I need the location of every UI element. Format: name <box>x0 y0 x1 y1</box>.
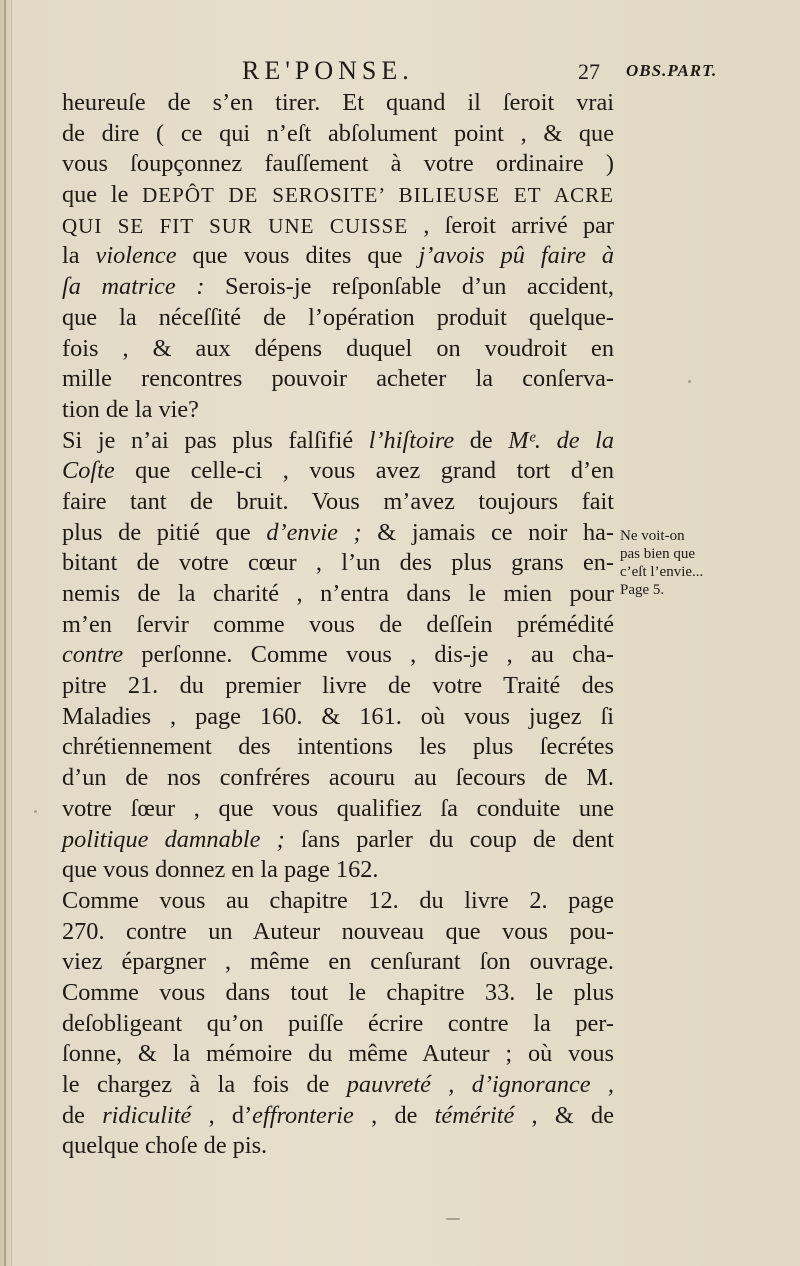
text-line <box>62 303 614 334</box>
text-line <box>62 886 614 917</box>
margin-note-line: c’eſt l’envie... <box>620 564 704 580</box>
text-run: m’en ſervir comme vous de deſſein prémédité <box>62 610 614 638</box>
text-line <box>62 149 614 180</box>
text-line <box>62 978 614 1009</box>
margin-note-line: Ne voit-on <box>620 528 685 544</box>
text-run: tion de la vie? <box>62 395 199 423</box>
margin-head: OBS.PART. <box>626 61 718 80</box>
text-run: , ſeroit arrivé par <box>408 211 614 239</box>
text-run: ſans parler du coup de dent <box>284 825 614 853</box>
running-head: RE'PONSE. <box>242 56 414 85</box>
text-line <box>62 671 614 702</box>
text-line <box>62 395 614 426</box>
text-run: de <box>62 1101 103 1129</box>
text-run: perſonne. Comme vous , dis-je , au cha- <box>123 641 614 669</box>
text-run: viez épargner , même en cenſurant ſon ouvrage. <box>62 948 614 976</box>
text-run: que vous donnez en la page 162. <box>62 856 379 884</box>
text-line <box>62 732 614 763</box>
text-line <box>62 702 614 733</box>
body-text <box>62 88 614 1162</box>
italic-run: ridiculité <box>102 1101 192 1129</box>
text-line <box>62 1101 614 1132</box>
paper-fleck <box>34 810 37 813</box>
text-run: heureuſe de s’en tirer. Et quand il ſeroit vrai <box>62 89 614 116</box>
italic-run: effronterie <box>252 1101 354 1129</box>
text-line <box>62 1131 614 1162</box>
text-run: nemis de la charité , n’entra dans le mien pour <box>62 580 614 607</box>
text-line <box>62 334 614 365</box>
text-run: ſonne, & la mémoire du même Auteur ; où vous <box>62 1040 614 1068</box>
text-run: Comme vous dans tout le chapitre 33. le plus <box>62 978 614 1006</box>
text-line <box>62 487 614 518</box>
text-line <box>62 1009 614 1040</box>
text-line <box>62 548 614 579</box>
margin-note-line: pas bien que <box>620 546 695 562</box>
italic-run: témérité <box>434 1101 515 1129</box>
text-run: & jamais ce noir ha- <box>361 518 615 546</box>
text-line <box>62 119 614 150</box>
text-line <box>62 855 614 886</box>
text-run: 270. contre un Auteur nouveau que vous pou- <box>62 917 614 945</box>
text-run: de dire ( ce qui n’eſt abſolument point , & que <box>62 119 614 147</box>
italic-run: Mᵉ. de la <box>508 426 614 454</box>
text-line <box>62 579 614 610</box>
text-run: que celle-ci , vous avez grand tort d’en <box>114 457 614 485</box>
italic-run: pauvreté , d’ignorance , <box>346 1071 614 1098</box>
text-run: chrétiennement des intentions les plus ſecrétes <box>62 733 614 761</box>
text-run: Serois-je reſponſable d’un accident, <box>204 273 614 301</box>
text-run: de <box>454 426 509 454</box>
text-run: Si je n’ai pas plus falſifié <box>62 426 369 454</box>
text-run: mille rencontres pouvoir acheter la conſerva- <box>62 365 614 393</box>
text-run: que vous dites que <box>176 242 419 270</box>
text-run: , de <box>353 1101 435 1129</box>
margin-note-line: Page 5. <box>620 582 665 598</box>
text-run: Maladies , page 160. & 161. où vous jugez ſi <box>62 702 614 730</box>
text-run: d’un de nos confréres acouru au ſecours de M. <box>62 764 614 792</box>
margin-note <box>620 527 740 599</box>
text-line <box>62 610 614 641</box>
text-run: fois , & aux dépens duquel on voudroit en <box>62 334 614 362</box>
text-run: le chargez à la fois de <box>62 1071 347 1098</box>
text-line <box>62 1039 614 1070</box>
smallcaps-run: QUI SE FIT SUR UNE CUISSE <box>62 213 409 238</box>
italic-run: contre <box>62 641 124 669</box>
text-run: plus de pitié que <box>62 518 267 546</box>
paper-fleck <box>688 380 691 383</box>
page-number: 27 <box>578 59 600 84</box>
text-line <box>62 211 614 242</box>
italic-run: politique damnable ; <box>62 825 285 853</box>
text-line <box>62 88 614 119</box>
binding-edge <box>4 0 6 1266</box>
text-run: Comme vous au chapitre 12. du livre 2. page <box>62 886 614 914</box>
page-header <box>60 56 740 92</box>
text-line <box>62 917 614 948</box>
italic-run: d’envie ; <box>266 518 362 546</box>
text-run: bitant de votre cœur , l’un des plus grans en- <box>62 549 614 577</box>
paper-fleck <box>446 1218 460 1220</box>
italic-run: j’avois pû faire à <box>418 242 614 270</box>
italic-run: l’hiſtoire <box>368 426 455 454</box>
text-run: , d’ <box>191 1101 253 1129</box>
text-run: , & de <box>514 1101 614 1129</box>
text-line <box>62 456 614 487</box>
text-line <box>62 763 614 794</box>
text-line <box>62 947 614 978</box>
text-run: deſobligeant qu’on puiſſe écrire contre la per- <box>62 1009 614 1037</box>
text-line <box>62 426 614 457</box>
text-line <box>62 364 614 395</box>
text-run: la <box>62 242 96 270</box>
text-line <box>62 518 614 549</box>
italic-run: violence <box>95 242 177 270</box>
binding-shadow <box>11 0 12 1266</box>
text-run: que le <box>62 181 143 209</box>
smallcaps-run: DEPÔT DE SEROSITE’ BILIEUSE ET ACRE <box>142 183 614 208</box>
text-line <box>62 794 614 825</box>
text-run: vous ſoupçonnez fauſſement à votre ordinaire ) <box>62 150 614 178</box>
text-run: votre ſœur , que vous qualifiez ſa conduite une <box>62 794 614 822</box>
text-line <box>62 272 614 303</box>
text-line <box>62 825 614 856</box>
italic-run: Coſte <box>62 457 115 485</box>
text-run: que la néceſſité de l’opération produit quelque- <box>62 303 614 331</box>
text-run: quelque choſe de pis. <box>62 1132 268 1160</box>
text-line <box>62 1070 614 1101</box>
text-line <box>62 180 614 211</box>
text-run: pitre 21. du premier livre de votre Traité des <box>62 672 614 700</box>
text-line <box>62 241 614 272</box>
italic-run: ſa matrice : <box>62 273 205 301</box>
text-run: faire tant de bruit. Vous m’avez toujours fait <box>62 487 614 515</box>
text-line <box>62 640 614 671</box>
